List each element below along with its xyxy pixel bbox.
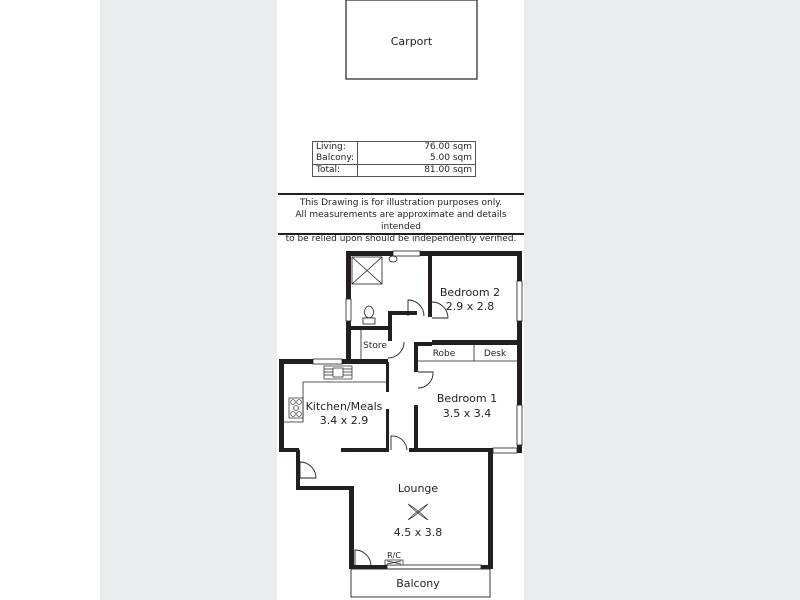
- cooktop-icon: [289, 398, 303, 418]
- bedroom2-dims: 2.9 x 2.8: [445, 300, 495, 313]
- rc-label: R/C: [387, 551, 401, 560]
- reverse-cycle-ac-icon: [385, 560, 403, 565]
- disclaimer-line: All measurements are approximate and details intended: [295, 210, 507, 232]
- area-row-living: [313, 142, 476, 154]
- area-summary-table: [312, 141, 476, 177]
- area-row-balcony: [313, 153, 476, 165]
- kitchen-dims: 3.4 x 2.9: [319, 414, 369, 427]
- balcony-label: Balcony: [396, 577, 440, 590]
- store-label: Store: [363, 341, 387, 351]
- kitchen-name: Kitchen/Meals: [305, 400, 383, 413]
- bedroom1-name: Bedroom 1: [436, 392, 498, 405]
- robe-label: Robe: [432, 349, 456, 359]
- door-hall-lounge: [391, 436, 407, 450]
- toilet-icon: [363, 306, 375, 324]
- desk-label: Desk: [483, 349, 507, 359]
- lounge-name: Lounge: [397, 482, 439, 495]
- door-balcony: [355, 550, 371, 566]
- bedroom1-dims: 3.5 x 3.4: [442, 407, 492, 420]
- carport: [346, 0, 477, 79]
- area-value: 81.00 sqm: [358, 165, 476, 177]
- sink-icon: [324, 366, 352, 379]
- area-value: 76.00 sqm: [424, 142, 472, 152]
- door-entry: [300, 462, 316, 478]
- area-label: Total:: [313, 165, 358, 177]
- carport-label: Carport: [390, 35, 433, 48]
- area-row-total: [313, 165, 476, 177]
- ceiling-fan-icon: [408, 504, 428, 520]
- disclaimer-line: to be relied upon should be independently verified.: [285, 234, 517, 244]
- basin-icon: [389, 256, 397, 262]
- area-value: 5.00 sqm: [429, 153, 472, 163]
- lounge-dims: 4.5 x 3.8: [393, 526, 443, 539]
- bedroom2-name: Bedroom 2: [439, 286, 501, 299]
- disclaimer-line: This Drawing is for illustration purposes only.: [299, 198, 503, 208]
- area-label: Balcony:: [313, 153, 358, 165]
- shower-icon: [352, 257, 382, 284]
- area-label: Living:: [313, 142, 358, 154]
- door-bedroom1: [418, 372, 433, 388]
- door-store: [388, 342, 404, 358]
- disclaimer-box: [278, 193, 524, 244]
